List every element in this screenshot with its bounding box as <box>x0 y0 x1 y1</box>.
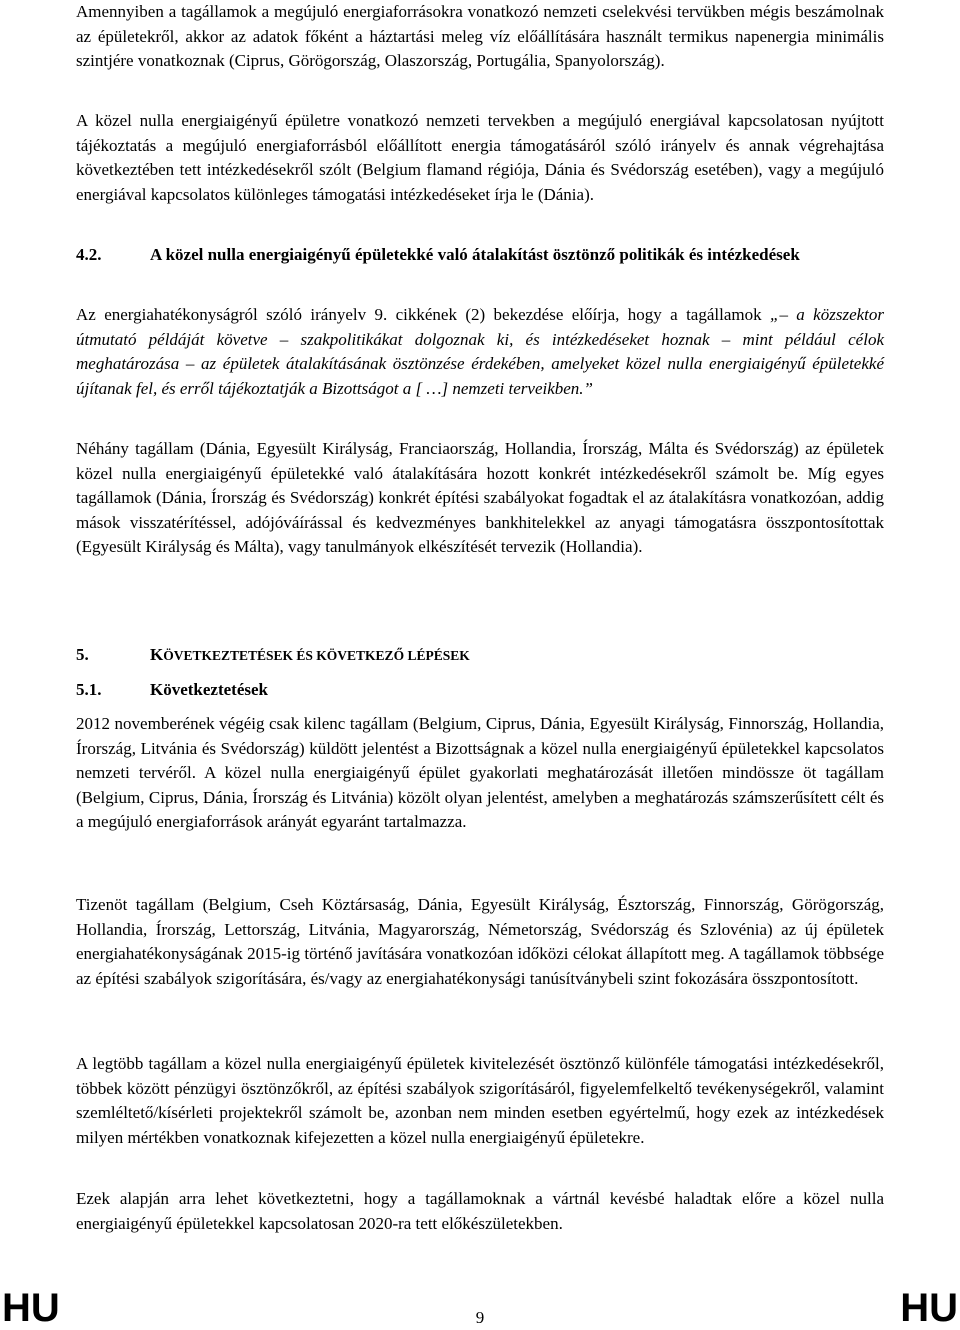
section-title: Következtetések <box>150 680 269 699</box>
section-title: A közel nulla energiaigényű épületekké való átalakítást ösztönző politikák és intézkedések <box>150 245 800 264</box>
paragraph-1: Amennyiben a tagállamok a megújuló energiaforrásokra vonatkozó nemzeti cselekvési tervükben mégis beszámolnak az épületekről, akkor az adatok főként a háztartási meleg víz előállítására használt termikus napenergia minimális szintjére vonatkoznak (Ciprus, Görögország, Olaszország, Portugália, Spanyolország). <box>76 2 884 70</box>
paragraph-3-intro: Az energiahatékonyságról szóló irányelv 9. cikkének (2) bekezdése előírja, hogy a tagállamok <box>76 305 762 324</box>
footer-language-left: HU <box>2 1286 60 1330</box>
section-title: KÖVETKEZTETÉSEK ÉS KÖVETKEZŐ LÉPÉSEK <box>150 645 470 664</box>
paragraph-3 <box>76 303 884 401</box>
paragraph-4: Néhány tagállam (Dánia, Egyesült Királyság, Franciaország, Hollandia, Írország, Málta és Svédország) az épületek közel nulla energiaigényű épületekké való átalakítására hozott konkrét intézkedésekről számolt be. Míg egyes tagállamok (Dánia, Írország és Svédország) konkrét építési szabályokat fogadtak el az átalakításra vonatkozóan, addig mások visszatérítéssel, adójóváírással és kedvezményes bankhitelekkel az anyagi támogatásra összpontosítottak (Egyesült Királyság és Málta), vagy tanulmányok elkészítését tervezik (Hollandia). <box>76 439 884 556</box>
section-number: 5. <box>76 645 89 664</box>
paragraph-8: Ezek alapján arra lehet következtetni, hogy a tagállamoknak a vártnál kevésbé haladtak előre a közel nulla energiaigényű épületekkel kapcsolatosan 2020-ra tett előkészületekben. <box>76 1189 884 1233</box>
footer-language-right: HU <box>900 1286 958 1330</box>
paragraph-3-quote: „– a közszektor útmutató példáját követve – szakpolitikákat dolgoznak ki, és intézkedéseket hoznak – mint például célok meghatározása – az épületek átalakításának ösztönzése érdekében, amelyeket közel nulla energiaigényű épületekké újítanak fel, és erről tájékoztatják a Bizottságot a [ …] nemzeti terveikben.” <box>76 305 885 398</box>
paragraph-2: A közel nulla energiaigényű épületre vonatkozó nemzeti tervekben a megújuló energiával kapcsolatosan nyújtott tájékoztatás a megújuló energiaforrásból előállított energia támogatásáról szóló irányelv és annak végrehajtása következtében tett intézkedésekről szólt (Belgium flamand régiója, Dánia és Svédország esetében), vagy a megújuló energiával kapcsolatos különleges támogatási intézkedéseket írja le (Dánia). <box>76 111 884 204</box>
section-number: 4.2. <box>76 245 102 264</box>
paragraph-6: Tizenöt tagállam (Belgium, Cseh Köztársaság, Dánia, Egyesült Királyság, Észtország, Finnország, Görögország, Hollandia, Írország, Lettország, Litvánia, Magyarország, Németország, Svédország és Szlovénia) az új épületek energiahatékonyságának 2015-ig történő javítására vonatkozóan időközi célokat állapított meg. A tagállamok többsége az építési szabályok szigorítására, és/vagy az energiahatékonysági tanúsítványbeli szint fokozására összpontosított. <box>76 895 884 988</box>
paragraph-5: 2012 novemberének végéig csak kilenc tagállam (Belgium, Ciprus, Dánia, Egyesült Királyság, Finnország, Hollandia, Írország, Litvánia és Svédország) küldött jelentést a Bizottságnak a közel nulla energiaigényű épületekkel kapcsolatos nemzeti tervéről. A közel nulla energiaigényű épület gyakorlati meghatározását illetően mindössze öt tagállam (Belgium, Ciprus, Dánia, Írország és Litvánia) közölt olyan jelentést, amelyben a meghatározás számszerűsített célt és a megújuló energiaforrások arányát egyaránt tartalmazza. <box>76 714 884 831</box>
section-number: 5.1. <box>76 680 102 699</box>
page-number: 9 <box>475 1308 485 1327</box>
paragraph-7: A legtöbb tagállam a közel nulla energiaigényű épületek kivitelezését ösztönző különféle támogatási intézkedésekről, többek között pénzügyi ösztönzőkről, az építési szabályok szigorításáról, figyelemfelkeltő tevékenységekről, valamint szemléltető/kísérleti projektekről számolt be, azonban nem minden esetben egyértelmű, hogy ezek az intézkedések milyen mértékben vonatkoznak kifejezetten a közel nulla energiaigényű épületekre. <box>76 1054 884 1147</box>
